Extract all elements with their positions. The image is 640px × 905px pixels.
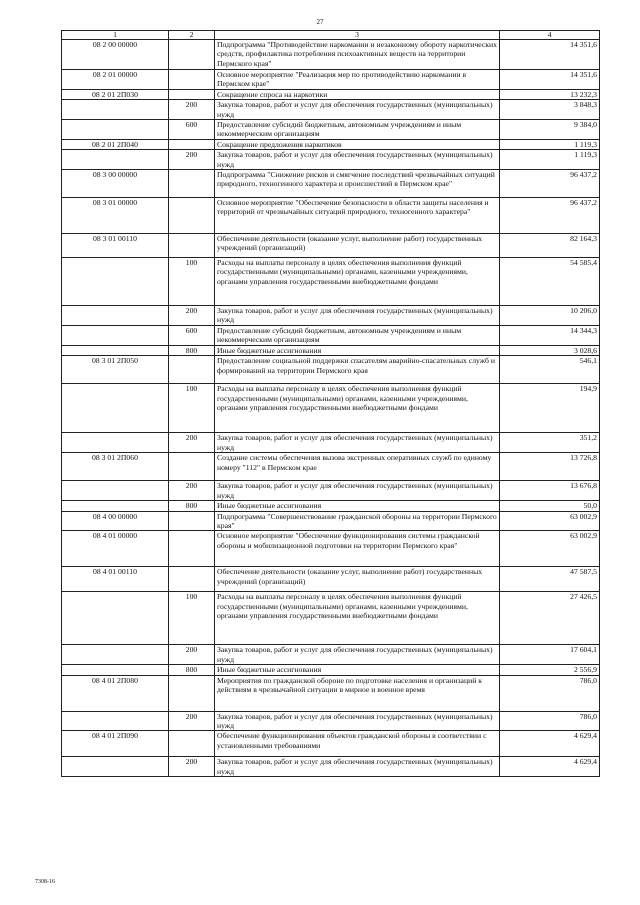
row-name-cell: Закупка товаров, работ и услуг для обеспечения государственных (муниципальных) нужд — [215, 757, 500, 777]
table-row — [62, 645, 600, 665]
row-name-cell: Предоставление субсидий бюджетным, автономным учреждениям и иным некоммерческим организациям — [215, 326, 500, 346]
row-code-cell: 08 3 01 00000 — [62, 198, 169, 234]
row-amount-cell: 786,0 — [500, 675, 600, 711]
row-code-cell: 08 3 01 2П060 — [62, 453, 169, 481]
row-amount-cell: 1 119,3 — [500, 139, 600, 149]
row-code-cell — [62, 306, 169, 326]
row-code-cell: 08 4 01 00000 — [62, 531, 169, 567]
row-name-cell: Обеспечение функционирования объектов гражданской обороны в соответствии с установленными требованиями — [215, 731, 500, 757]
row-amount-cell: 786,0 — [500, 711, 600, 731]
table-row — [62, 306, 600, 326]
row-type-cell — [169, 675, 215, 711]
table-row — [62, 711, 600, 731]
footer-code: 7308-16 — [35, 879, 55, 885]
row-name-cell: Иные бюджетные ассигнования — [215, 501, 500, 511]
row-type-cell — [169, 731, 215, 757]
row-code-cell: 08 4 00 00000 — [62, 511, 169, 531]
row-amount-cell: 13 726,8 — [500, 453, 600, 481]
row-amount-cell: 4 629,4 — [500, 757, 600, 777]
table-row — [62, 326, 600, 346]
row-amount-cell: 27 426,5 — [500, 592, 600, 645]
row-type-cell — [169, 198, 215, 234]
table-row — [62, 665, 600, 675]
row-code-cell — [62, 120, 169, 140]
row-code-cell: 08 2 00 00000 — [62, 40, 169, 70]
row-name-cell: Закупка товаров, работ и услуг для обеспечения государственных (муниципальных) нужд — [215, 711, 500, 731]
row-code-cell — [62, 501, 169, 511]
row-name-cell: Обеспечение деятельности (оказание услуг, выполнение работ) государственных учреждений (организаций) — [215, 567, 500, 592]
row-code-cell — [62, 258, 169, 306]
row-type-cell: 200 — [169, 306, 215, 326]
table-row — [62, 567, 600, 592]
row-name-cell: Иные бюджетные ассигнования — [215, 665, 500, 675]
row-type-cell: 800 — [169, 501, 215, 511]
row-name-cell: Закупка товаров, работ и услуг для обеспечения государственных (муниципальных) нужд — [215, 306, 500, 326]
row-code-cell — [62, 326, 169, 346]
row-name-cell: Расходы на выплаты персоналу в целях обеспечения выполнения функций государственными (муниципальными) органами, казенными учреждениями, органами управления государственными внебюджетными фондами — [215, 592, 500, 645]
row-code-cell — [62, 592, 169, 645]
row-type-cell — [169, 70, 215, 90]
row-type-cell: 200 — [169, 757, 215, 777]
row-type-cell: 200 — [169, 481, 215, 501]
row-amount-cell: 13 676,8 — [500, 481, 600, 501]
row-code-cell: 08 3 00 00000 — [62, 170, 169, 198]
row-type-cell — [169, 234, 215, 258]
table-row — [62, 89, 600, 99]
row-code-cell: 08 4 01 2П080 — [62, 675, 169, 711]
row-name-cell: Подпрограмма "Снижение рисков и смягчение последствий чрезвычайных ситуаций природного, техногенного характера и происшествий в Пермском крае" — [215, 170, 500, 198]
row-type-cell — [169, 567, 215, 592]
row-type-cell — [169, 531, 215, 567]
table-row — [62, 481, 600, 501]
row-type-cell: 100 — [169, 592, 215, 645]
row-type-cell — [169, 40, 215, 70]
row-name-cell: Обеспечение деятельности (оказание услуг, выполнение работ) государственных учреждений (организаций) — [215, 234, 500, 258]
row-name-cell: Основное мероприятие "Обеспечение функционирования системы гражданской обороны и мобилизационной подготовки на территории Пермского края" — [215, 531, 500, 567]
row-code-cell — [62, 150, 169, 170]
row-type-cell — [169, 139, 215, 149]
row-code-cell — [62, 481, 169, 501]
table-row — [62, 757, 600, 777]
table-row — [62, 40, 600, 70]
row-amount-cell: 63 002,9 — [500, 531, 600, 567]
row-code-cell: 08 2 01 00000 — [62, 70, 169, 90]
header-cell: 4 — [500, 31, 600, 40]
row-type-cell: 200 — [169, 433, 215, 453]
row-type-cell — [169, 453, 215, 481]
table-row — [62, 150, 600, 170]
row-amount-cell: 96 437,2 — [500, 170, 600, 198]
row-amount-cell: 1 119,3 — [500, 150, 600, 170]
row-code-cell — [62, 665, 169, 675]
table-row — [62, 100, 600, 120]
row-name-cell: Закупка товаров, работ и услуг для обеспечения государственных (муниципальных) нужд — [215, 481, 500, 501]
row-code-cell: 08 3 01 00110 — [62, 234, 169, 258]
table-body — [62, 40, 600, 777]
row-code-cell — [62, 100, 169, 120]
row-name-cell: Расходы на выплаты персоналу в целях обеспечения выполнения функций государственными (муниципальными) органами, казенными учреждениями, органами управления государственными внебюджетными фондами — [215, 258, 500, 306]
row-amount-cell: 351,2 — [500, 433, 600, 453]
row-name-cell: Иные бюджетные ассигнования — [215, 345, 500, 355]
row-amount-cell: 14 351,6 — [500, 70, 600, 90]
row-amount-cell: 2 556,9 — [500, 665, 600, 675]
row-code-cell — [62, 711, 169, 731]
table-row — [62, 501, 600, 511]
row-amount-cell: 10 206,0 — [500, 306, 600, 326]
table-row — [62, 511, 600, 531]
table-row — [62, 139, 600, 149]
row-type-cell: 600 — [169, 120, 215, 140]
row-code-cell — [62, 384, 169, 433]
row-type-cell: 800 — [169, 345, 215, 355]
table-row — [62, 198, 600, 234]
row-amount-cell: 54 585,4 — [500, 258, 600, 306]
row-code-cell: 08 3 01 2П050 — [62, 356, 169, 384]
header-row — [62, 31, 600, 40]
row-type-cell — [169, 356, 215, 384]
row-code-cell — [62, 345, 169, 355]
row-type-cell: 100 — [169, 258, 215, 306]
page-number: 27 — [316, 18, 324, 26]
header-cell: 1 — [62, 31, 169, 40]
row-amount-cell: 82 164,3 — [500, 234, 600, 258]
row-code-cell — [62, 433, 169, 453]
row-name-cell: Предоставление социальной поддержки спасателям аварийно-спасательных служб и формирований на территории Пермского края — [215, 356, 500, 384]
table-row — [62, 258, 600, 306]
row-type-cell: 200 — [169, 645, 215, 665]
row-type-cell: 200 — [169, 150, 215, 170]
row-name-cell: Предоставление субсидий бюджетным, автономным учреждениям и иным некоммерческим организациям — [215, 120, 500, 140]
row-name-cell: Закупка товаров, работ и услуг для обеспечения государственных (муниципальных) нужд — [215, 150, 500, 170]
row-amount-cell: 47 587,5 — [500, 567, 600, 592]
header-cell: 2 — [169, 31, 215, 40]
row-amount-cell: 4 629,4 — [500, 731, 600, 757]
table-row — [62, 592, 600, 645]
row-amount-cell: 96 437,2 — [500, 198, 600, 234]
table-row — [62, 70, 600, 90]
row-code-cell — [62, 757, 169, 777]
row-name-cell: Закупка товаров, работ и услуг для обеспечения государственных (муниципальных) нужд — [215, 433, 500, 453]
row-amount-cell: 63 002,9 — [500, 511, 600, 531]
row-code-cell: 08 2 01 2П040 — [62, 139, 169, 149]
table-row — [62, 356, 600, 384]
row-amount-cell: 546,1 — [500, 356, 600, 384]
table-row — [62, 120, 600, 140]
row-code-cell: 08 4 01 00110 — [62, 567, 169, 592]
row-code-cell: 08 4 01 2П090 — [62, 731, 169, 757]
row-amount-cell: 194,9 — [500, 384, 600, 433]
row-name-cell: Основное мероприятие "Реализация мер по противодействию наркомании в Пермском крае" — [215, 70, 500, 90]
table-row — [62, 234, 600, 258]
row-amount-cell: 13 232,3 — [500, 89, 600, 99]
table-row — [62, 384, 600, 433]
row-name-cell: Сокращение спроса на наркотики — [215, 89, 500, 99]
row-amount-cell: 17 604,1 — [500, 645, 600, 665]
row-type-cell — [169, 89, 215, 99]
row-name-cell: Основное мероприятие "Обеспечение безопасности в области защиты населения и территорий от чрезвычайных ситуаций природного, техногенного характера" — [215, 198, 500, 234]
header-cell: 3 — [215, 31, 500, 40]
row-name-cell: Закупка товаров, работ и услуг для обеспечения государственных (муниципальных) нужд — [215, 645, 500, 665]
row-type-cell: 600 — [169, 326, 215, 346]
row-type-cell: 100 — [169, 384, 215, 433]
row-amount-cell: 9 384,0 — [500, 120, 600, 140]
table-row — [62, 170, 600, 198]
row-type-cell: 200 — [169, 100, 215, 120]
row-type-cell: 800 — [169, 665, 215, 675]
row-code-cell: 08 2 01 2П030 — [62, 89, 169, 99]
row-amount-cell: 3 028,6 — [500, 345, 600, 355]
row-name-cell: Закупка товаров, работ и услуг для обеспечения государственных (муниципальных) нужд — [215, 100, 500, 120]
table-row — [62, 531, 600, 567]
table-row — [62, 453, 600, 481]
row-name-cell: Мероприятия по гражданской обороне по подготовке населения и организаций к действиям в чрезвычайной ситуации в мирное и военное время — [215, 675, 500, 711]
row-type-cell — [169, 170, 215, 198]
row-amount-cell: 3 848,3 — [500, 100, 600, 120]
row-type-cell: 200 — [169, 711, 215, 731]
row-type-cell — [169, 511, 215, 531]
table-row — [62, 433, 600, 453]
row-name-cell: Расходы на выплаты персоналу в целях обеспечения выполнения функций государственными (муниципальными) органами, казенными учреждениями, органами управления государственными внебюджетными фондами — [215, 384, 500, 433]
row-name-cell: Подпрограмма "Совершенствование гражданской обороны на территории Пермского края" — [215, 511, 500, 531]
row-code-cell — [62, 645, 169, 665]
table-row — [62, 731, 600, 757]
budget-table — [61, 30, 600, 777]
row-amount-cell: 14 351,6 — [500, 40, 600, 70]
row-name-cell: Создание системы обеспечения вызова экстренных оперативных служб по единому номеру "112" в Пермском крае — [215, 453, 500, 481]
table-row — [62, 675, 600, 711]
row-amount-cell: 50,0 — [500, 501, 600, 511]
row-name-cell: Сокращение предложения наркотиков — [215, 139, 500, 149]
row-name-cell: Подпрограмма "Противодействие наркомании и незаконному обороту наркотических средств, профилактика потребления психоактивных веществ на территории Пермского края" — [215, 40, 500, 70]
row-amount-cell: 14 344,3 — [500, 326, 600, 346]
table-row — [62, 345, 600, 355]
